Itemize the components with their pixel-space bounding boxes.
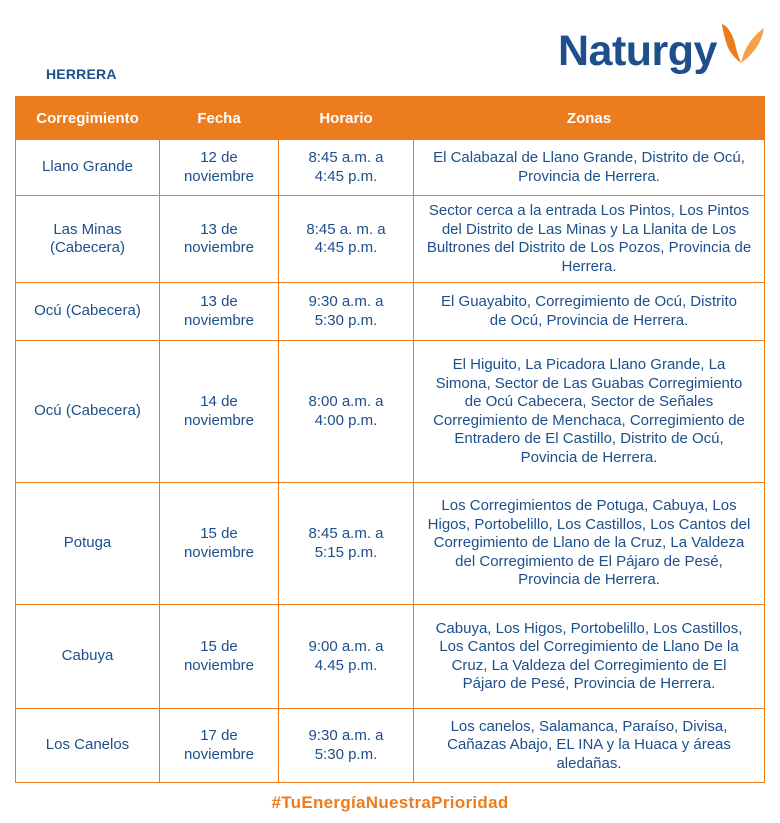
province-title: HERRERA: [46, 66, 117, 82]
cell-corregimiento: Llano Grande: [16, 140, 160, 196]
cell-horario: 9:00 a.m. a 4.45 p.m.: [279, 605, 414, 709]
cell-corregimiento: Cabuya: [16, 605, 160, 709]
brand-logo-text: Naturgy: [558, 27, 717, 75]
header-fecha: Fecha: [160, 97, 279, 140]
cell-corregimiento: Las Minas (Cabecera): [16, 196, 160, 283]
header-horario: Horario: [279, 97, 414, 140]
cell-zonas: Cabuya, Los Higos, Portobelillo, Los Castillos, Los Cantos del Corregimiento de Llano De la Cruz, La Valdeza del Corregimiento de El Pájaro de Pesé, Provincia de Herrera.: [414, 605, 765, 709]
schedule-table: [15, 96, 765, 783]
cell-zonas: El Calabazal de Llano Grande, Distrito de Ocú, Provincia de Herrera.: [414, 140, 765, 196]
cell-fecha: 13 de noviembre: [160, 196, 279, 283]
header-zonas: Zonas: [414, 97, 765, 140]
table-row: [16, 605, 765, 709]
cell-horario: 8:00 a.m. a 4:00 p.m.: [279, 341, 414, 483]
table-row: [16, 196, 765, 283]
cell-corregimiento: Potuga: [16, 483, 160, 605]
header-corregimiento: Corregimiento: [16, 97, 160, 140]
table-header-row: [16, 97, 765, 140]
cell-corregimiento: Ocú (Cabecera): [16, 283, 160, 341]
cell-fecha: 17 de noviembre: [160, 709, 279, 783]
butterfly-icon: [720, 20, 766, 64]
cell-horario: 9:30 a.m. a 5:30 p.m.: [279, 709, 414, 783]
cell-horario: 9:30 a.m. a 5:30 p.m.: [279, 283, 414, 341]
cell-zonas: El Higuito, La Picadora Llano Grande, La Simona, Sector de Las Guabas Corregimiento de Ocú Cabecera, Sector de Señales Corregimiento de Menchaca, Corregimiento de Entradero de El Castillo, Distrito de Ocú, Povincia de Herrera.: [414, 341, 765, 483]
cell-fecha: 14 de noviembre: [160, 341, 279, 483]
header: [0, 0, 780, 96]
cell-horario: 8:45 a.m. a 4:45 p.m.: [279, 140, 414, 196]
table-row: [16, 341, 765, 483]
cell-fecha: 13 de noviembre: [160, 283, 279, 341]
cell-horario: 8:45 a. m. a 4:45 p.m.: [279, 196, 414, 283]
cell-fecha: 15 de noviembre: [160, 483, 279, 605]
table-row: [16, 283, 765, 341]
hashtag: #TuEnergíaNuestraPrioridad: [271, 793, 509, 812]
cell-corregimiento: Los Canelos: [16, 709, 160, 783]
cell-zonas: Los canelos, Salamanca, Paraíso, Divisa, Cañazas Abajo, EL INA y la Huaca y áreas aledañas.: [414, 709, 765, 783]
cell-horario: 8:45 a.m. a 5:15 p.m.: [279, 483, 414, 605]
cell-fecha: 15 de noviembre: [160, 605, 279, 709]
table-row: [16, 709, 765, 783]
cell-zonas: El Guayabito, Corregimiento de Ocú, Distrito de Ocú, Provincia de Herrera.: [414, 283, 765, 341]
table-row: [16, 140, 765, 196]
table-row: [16, 483, 765, 605]
cell-zonas: Sector cerca a la entrada Los Pintos, Los Pintos del Distrito de Las Minas y La Llanita de Los Bultrones del Distrito de Los Pozos, Provincia de Herrera.: [414, 196, 765, 283]
cell-zonas: Los Corregimientos de Potuga, Cabuya, Los Higos, Portobelillo, Los Castillos, Los Cantos del Corregimiento de Llano de la Cruz, La Valdeza del Corregimiento de El Pájaro de Pesé, Provincia de Herrera.: [414, 483, 765, 605]
cell-corregimiento: Ocú (Cabecera): [16, 341, 160, 483]
cell-fecha: 12 de noviembre: [160, 140, 279, 196]
